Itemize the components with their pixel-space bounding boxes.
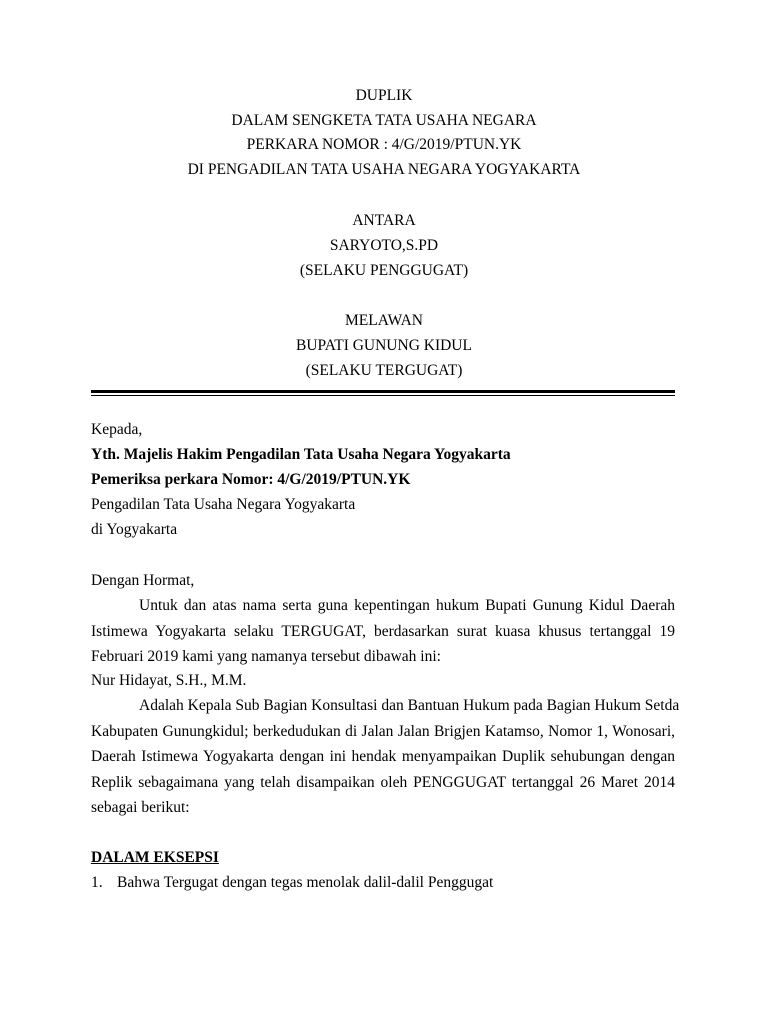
antara-label: ANTARA	[352, 212, 416, 229]
paragraph-2-line-4: Replik sebagaimana yang telah disampaikan oleh PENGGUGAT tertanggal 26 Maret 2014	[91, 774, 675, 791]
address-case-ref: Pemeriksa perkara Nomor: 4/G/2019/PTUN.YK	[91, 471, 411, 488]
plaintiff-name: SARYOTO,S.PD	[329, 237, 439, 254]
greeting: Dengan Hormat,	[91, 572, 195, 589]
paragraph-2-line-5: sebagai berikut:	[91, 799, 190, 816]
address-recipient: Yth. Majelis Hakim Pengadilan Tata Usaha Negara Yogyakarta	[91, 446, 511, 463]
divider-thick	[91, 390, 675, 393]
address-city: di Yogyakarta	[91, 521, 178, 538]
paragraph-1-line-1: Untuk dan atas nama serta guna kepentingan hukum Bupati Gunung Kidul Daerah	[139, 597, 675, 614]
doc-subtitle: DALAM SENGKETA TATA USAHA NEGARA	[231, 112, 537, 129]
paragraph-2-line-1: Adalah Kepala Sub Bagian Konsultasi dan Bantuan Hukum pada Bagian Hukum Setda	[139, 697, 680, 714]
defendant-role: (SELAKU TERGUGAT)	[305, 362, 463, 379]
paragraph-2-line-3: Daerah Istimewa Yogyakarta dengan ini hendak menyampaikan Duplik sehubungan dengan	[91, 748, 675, 765]
paragraph-1-line-2: Istimewa Yogyakarta selaku TERGUGAT, berdasarkan surat kuasa khusus tertanggal 19	[91, 623, 675, 640]
kepada-label: Kepada,	[91, 421, 143, 438]
divider-thin	[91, 395, 675, 396]
defendant-name: BUPATI GUNUNG KIDUL	[296, 337, 472, 354]
paragraph-1-line-3: Februari 2019 kami yang namanya tersebut dibawah ini:	[91, 648, 441, 665]
plaintiff-role: (SELAKU PENGGUGAT)	[299, 262, 469, 279]
list-item-number: 1.	[91, 874, 103, 891]
doc-title: DUPLIK	[355, 87, 413, 104]
melawan-label: MELAWAN	[345, 312, 423, 329]
address-court: Pengadilan Tata Usaha Negara Yogyakarta	[91, 496, 356, 513]
paragraph-2-line-2: Kabupaten Gunungkidul; berkedudukan di Jalan Jalan Brigjen Katamso, Nomor 1, Wonosari,	[91, 723, 675, 740]
list-item-text: Bahwa Tergugat dengan tegas menolak dalil-dalil Penggugat	[117, 874, 494, 891]
section-heading: DALAM EKSEPSI	[91, 849, 219, 866]
representative-name: Nur Hidayat, S.H., M.M.	[91, 672, 247, 689]
case-number: PERKARA NOMOR : 4/G/2019/PTUN.YK	[246, 136, 522, 153]
court-name: DI PENGADILAN TATA USAHA NEGARA YOGYAKARTA	[187, 161, 581, 178]
